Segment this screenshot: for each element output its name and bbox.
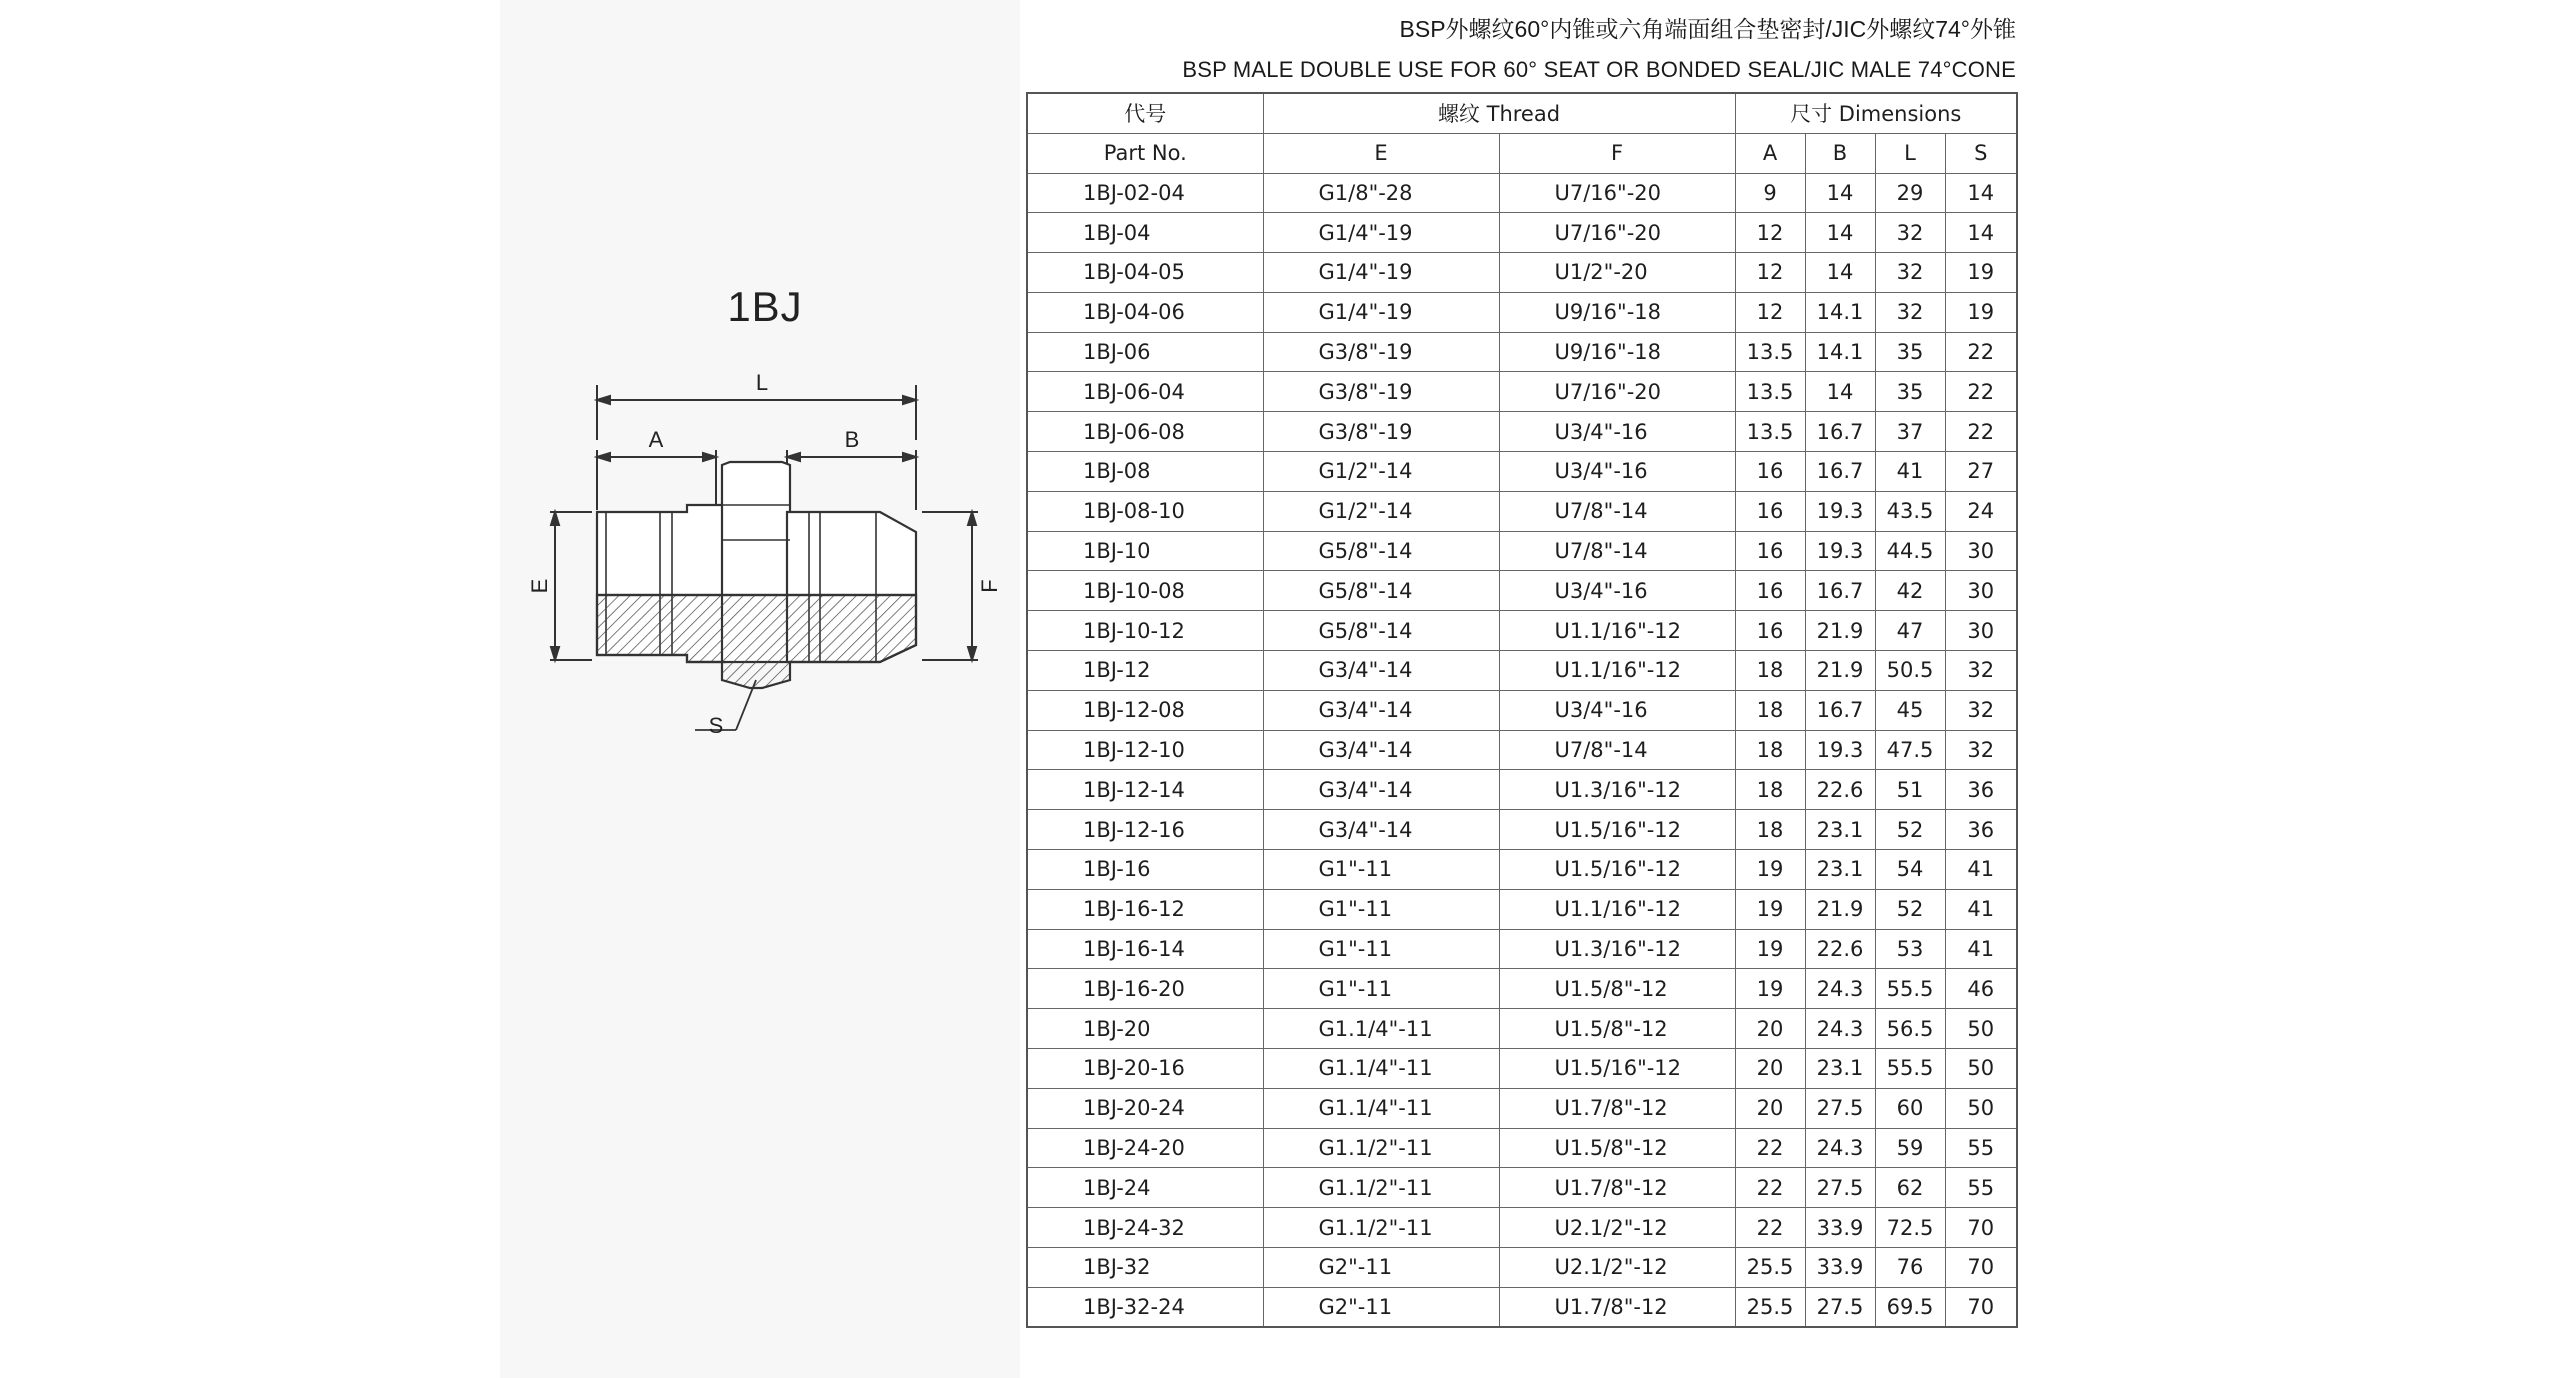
dim-a-cell: 20 [1735,1088,1805,1128]
thread-e-cell: G1.1/4"-11 [1263,1009,1499,1049]
dim-a-cell: 12 [1735,253,1805,293]
dim-a-cell: 16 [1735,491,1805,531]
dim-b-cell: 21.9 [1805,651,1875,691]
thread-f-cell: U1.7/8"-12 [1499,1088,1735,1128]
table-row [1027,969,2017,1009]
dim-a-cell: 18 [1735,690,1805,730]
fitting-model-label: 1BJ [727,283,803,330]
thread-e-cell: G1/4"-19 [1263,292,1499,332]
table-row [1027,1088,2017,1128]
specification-table [1026,92,2018,1328]
table-row [1027,850,2017,890]
table-row [1027,1049,2017,1089]
dim-b-cell: 16.7 [1805,690,1875,730]
thread-e-cell: G5/8"-14 [1263,571,1499,611]
dim-l-cell: 43.5 [1875,491,1945,531]
thread-e-cell: G2"-11 [1263,1287,1499,1327]
thread-f-cell: U2.1/2"-12 [1499,1208,1735,1248]
table-row [1027,253,2017,293]
thread-f-cell: U3/4"-16 [1499,690,1735,730]
table-row [1027,452,2017,492]
dim-s-cell: 55 [1945,1168,2017,1208]
part-no-cell: 1BJ-12 [1027,651,1263,691]
dim-s-cell: 70 [1945,1248,2017,1288]
part-no-cell: 1BJ-04-05 [1027,253,1263,293]
part-no-cell: 1BJ-10 [1027,531,1263,571]
dim-l-cell: 42 [1875,571,1945,611]
part-no-cell: 1BJ-20 [1027,1009,1263,1049]
part-no-cell: 1BJ-08-10 [1027,491,1263,531]
table-row [1027,1168,2017,1208]
header-part-no-en: Part No. [1027,133,1263,173]
part-no-cell: 1BJ-24-20 [1027,1128,1263,1168]
table-row [1027,1248,2017,1288]
dim-b-cell: 33.9 [1805,1208,1875,1248]
dim-s-cell: 22 [1945,372,2017,412]
thread-f-cell: U1.7/8"-12 [1499,1287,1735,1327]
dim-l-cell: 32 [1875,213,1945,253]
dim-s-cell: 55 [1945,1128,2017,1168]
thread-e-cell: G1.1/4"-11 [1263,1049,1499,1089]
table-title-english: BSP MALE DOUBLE USE FOR 60° SEAT OR BONDED SEAL/JIC MALE 74°CONE [1182,57,2016,82]
dim-a-cell: 16 [1735,571,1805,611]
table-row [1027,889,2017,929]
thread-e-cell: G1"-11 [1263,889,1499,929]
thread-e-cell: G1.1/4"-11 [1263,1088,1499,1128]
dim-s-cell: 27 [1945,452,2017,492]
dim-a-cell: 20 [1735,1009,1805,1049]
dim-l-cell: 51 [1875,770,1945,810]
thread-e-cell: G1.1/2"-11 [1263,1208,1499,1248]
dim-s-cell: 50 [1945,1088,2017,1128]
part-no-cell: 1BJ-12-14 [1027,770,1263,810]
dim-label-b: B [844,427,860,452]
dim-a-cell: 19 [1735,850,1805,890]
dim-l-cell: 52 [1875,889,1945,929]
dim-a-cell: 22 [1735,1208,1805,1248]
dim-l-cell: 47 [1875,611,1945,651]
table-row [1027,173,2017,213]
dim-s-cell: 50 [1945,1049,2017,1089]
thread-e-cell: G3/8"-19 [1263,332,1499,372]
dim-l-cell: 56.5 [1875,1009,1945,1049]
part-no-cell: 1BJ-16-14 [1027,929,1263,969]
part-no-cell: 1BJ-16-12 [1027,889,1263,929]
thread-f-cell: U1.5/16"-12 [1499,1049,1735,1089]
dim-s-cell: 70 [1945,1208,2017,1248]
dim-s-cell: 46 [1945,969,2017,1009]
dim-b-cell: 24.3 [1805,969,1875,1009]
thread-f-cell: U7/16"-20 [1499,213,1735,253]
part-no-cell: 1BJ-12-08 [1027,690,1263,730]
dim-a-cell: 19 [1735,929,1805,969]
part-no-cell: 1BJ-12-16 [1027,810,1263,850]
dim-s-cell: 19 [1945,292,2017,332]
dim-l-cell: 62 [1875,1168,1945,1208]
table-row [1027,690,2017,730]
dim-l-cell: 32 [1875,292,1945,332]
dim-l-cell: 35 [1875,332,1945,372]
dim-s-cell: 41 [1945,889,2017,929]
thread-f-cell: U1.5/8"-12 [1499,1009,1735,1049]
thread-f-cell: U7/16"-20 [1499,372,1735,412]
table-row [1027,1208,2017,1248]
dim-a-cell: 16 [1735,452,1805,492]
dim-label-f: F [977,579,1002,593]
dim-l-cell: 35 [1875,372,1945,412]
dim-label-e: E [527,578,552,594]
part-no-cell: 1BJ-10-12 [1027,611,1263,651]
dim-a-cell: 16 [1735,531,1805,571]
dim-s-cell: 14 [1945,173,2017,213]
dim-a-cell: 22 [1735,1128,1805,1168]
thread-f-cell: U1/2"-20 [1499,253,1735,293]
dim-b-cell: 27.5 [1805,1287,1875,1327]
dim-l-cell: 47.5 [1875,730,1945,770]
part-no-cell: 1BJ-06-04 [1027,372,1263,412]
dim-b-cell: 23.1 [1805,810,1875,850]
thread-f-cell: U1.1/16"-12 [1499,611,1735,651]
thread-f-cell: U1.5/16"-12 [1499,810,1735,850]
dim-b-cell: 16.7 [1805,412,1875,452]
dim-s-cell: 30 [1945,531,2017,571]
dim-b-cell: 19.3 [1805,491,1875,531]
specification-table-body [1027,173,2017,1327]
dim-label-a: A [648,427,664,452]
dim-a-cell: 13.5 [1735,372,1805,412]
header-l: L [1875,133,1945,173]
thread-e-cell: G3/4"-14 [1263,651,1499,691]
part-no-cell: 1BJ-24 [1027,1168,1263,1208]
thread-f-cell: U1.5/16"-12 [1499,850,1735,890]
dim-l-cell: 53 [1875,929,1945,969]
dim-s-cell: 19 [1945,253,2017,293]
thread-e-cell: G1/2"-14 [1263,452,1499,492]
dim-s-cell: 32 [1945,730,2017,770]
part-no-cell: 1BJ-12-10 [1027,730,1263,770]
thread-f-cell: U3/4"-16 [1499,571,1735,611]
table-row [1027,1128,2017,1168]
dim-l-cell: 44.5 [1875,531,1945,571]
dim-label-s: S [708,713,724,738]
dim-a-cell: 18 [1735,651,1805,691]
part-no-cell: 1BJ-06-08 [1027,412,1263,452]
thread-e-cell: G1"-11 [1263,850,1499,890]
dim-l-cell: 59 [1875,1128,1945,1168]
dim-a-cell: 16 [1735,611,1805,651]
dim-a-cell: 18 [1735,810,1805,850]
dim-b-cell: 19.3 [1805,730,1875,770]
header-s: S [1945,133,2017,173]
dim-l-cell: 45 [1875,690,1945,730]
thread-e-cell: G1/2"-14 [1263,491,1499,531]
part-no-cell: 1BJ-16-20 [1027,969,1263,1009]
thread-f-cell: U9/16"-18 [1499,332,1735,372]
table-row [1027,770,2017,810]
dim-a-cell: 22 [1735,1168,1805,1208]
table-row [1027,571,2017,611]
thread-e-cell: G1"-11 [1263,929,1499,969]
table-row [1027,412,2017,452]
thread-f-cell: U1.1/16"-12 [1499,889,1735,929]
dim-b-cell: 19.3 [1805,531,1875,571]
part-no-cell: 1BJ-32-24 [1027,1287,1263,1327]
thread-f-cell: U7/8"-14 [1499,531,1735,571]
part-no-cell: 1BJ-10-08 [1027,571,1263,611]
dim-b-cell: 33.9 [1805,1248,1875,1288]
dim-b-cell: 16.7 [1805,571,1875,611]
part-no-cell: 1BJ-04-06 [1027,292,1263,332]
dim-b-cell: 14 [1805,173,1875,213]
thread-f-cell: U1.7/8"-12 [1499,1168,1735,1208]
thread-e-cell: G1.1/2"-11 [1263,1128,1499,1168]
dim-a-cell: 18 [1735,770,1805,810]
dim-a-cell: 20 [1735,1049,1805,1089]
dim-b-cell: 14 [1805,253,1875,293]
thread-f-cell: U1.1/16"-12 [1499,651,1735,691]
dim-l-cell: 76 [1875,1248,1945,1288]
dim-s-cell: 70 [1945,1287,2017,1327]
header-f: F [1499,133,1735,173]
thread-f-cell: U1.5/8"-12 [1499,1128,1735,1168]
table-row [1027,929,2017,969]
dim-a-cell: 25.5 [1735,1248,1805,1288]
dim-b-cell: 21.9 [1805,611,1875,651]
header-part-no-cn: 代号 [1027,93,1263,133]
thread-e-cell: G3/4"-14 [1263,690,1499,730]
dim-l-cell: 50.5 [1875,651,1945,691]
thread-f-cell: U1.3/16"-12 [1499,929,1735,969]
thread-e-cell: G3/8"-19 [1263,372,1499,412]
thread-e-cell: G5/8"-14 [1263,531,1499,571]
thread-e-cell: G3/4"-14 [1263,770,1499,810]
dim-b-cell: 23.1 [1805,1049,1875,1089]
dim-s-cell: 22 [1945,412,2017,452]
dim-l-cell: 72.5 [1875,1208,1945,1248]
part-no-cell: 1BJ-32 [1027,1248,1263,1288]
dim-s-cell: 32 [1945,690,2017,730]
part-no-cell: 1BJ-04 [1027,213,1263,253]
dim-b-cell: 21.9 [1805,889,1875,929]
table-row [1027,810,2017,850]
dim-l-cell: 29 [1875,173,1945,213]
thread-e-cell: G1/8"-28 [1263,173,1499,213]
part-no-cell: 1BJ-20-24 [1027,1088,1263,1128]
thread-e-cell: G1.1/2"-11 [1263,1168,1499,1208]
table-row [1027,1287,2017,1327]
thread-e-cell: G2"-11 [1263,1248,1499,1288]
dim-b-cell: 24.3 [1805,1128,1875,1168]
thread-e-cell: G1/4"-19 [1263,213,1499,253]
thread-e-cell: G1/4"-19 [1263,253,1499,293]
dim-b-cell: 14.1 [1805,332,1875,372]
table-row [1027,292,2017,332]
thread-f-cell: U9/16"-18 [1499,292,1735,332]
table-row [1027,611,2017,651]
thread-f-cell: U3/4"-16 [1499,412,1735,452]
dim-l-cell: 60 [1875,1088,1945,1128]
dim-l-cell: 55.5 [1875,969,1945,1009]
dim-a-cell: 12 [1735,292,1805,332]
dim-l-cell: 41 [1875,452,1945,492]
thread-e-cell: G3/4"-14 [1263,730,1499,770]
dim-s-cell: 30 [1945,571,2017,611]
thread-f-cell: U1.5/8"-12 [1499,969,1735,1009]
dim-s-cell: 50 [1945,1009,2017,1049]
table-row [1027,213,2017,253]
dim-a-cell: 18 [1735,730,1805,770]
dim-b-cell: 27.5 [1805,1168,1875,1208]
dim-b-cell: 14 [1805,372,1875,412]
dim-b-cell: 14.1 [1805,292,1875,332]
thread-f-cell: U3/4"-16 [1499,452,1735,492]
header-dimensions: 尺寸 Dimensions [1735,93,2017,133]
dim-a-cell: 19 [1735,969,1805,1009]
dim-b-cell: 16.7 [1805,452,1875,492]
dim-b-cell: 14 [1805,213,1875,253]
dim-a-cell: 12 [1735,213,1805,253]
dim-a-cell: 9 [1735,173,1805,213]
dim-b-cell: 22.6 [1805,929,1875,969]
header-a: A [1735,133,1805,173]
part-no-cell: 1BJ-24-32 [1027,1208,1263,1248]
dim-label-l: L [755,370,769,395]
dim-b-cell: 24.3 [1805,1009,1875,1049]
table-row [1027,332,2017,372]
thread-f-cell: U7/8"-14 [1499,491,1735,531]
table-row [1027,1009,2017,1049]
dim-a-cell: 25.5 [1735,1287,1805,1327]
dim-s-cell: 36 [1945,810,2017,850]
table-row [1027,372,2017,412]
thread-e-cell: G5/8"-14 [1263,611,1499,651]
header-b: B [1805,133,1875,173]
dim-s-cell: 22 [1945,332,2017,372]
thread-f-cell: U1.3/16"-12 [1499,770,1735,810]
dim-l-cell: 54 [1875,850,1945,890]
header-thread: 螺纹 Thread [1263,93,1735,133]
dim-a-cell: 19 [1735,889,1805,929]
dim-s-cell: 14 [1945,213,2017,253]
header-e: E [1263,133,1499,173]
part-no-cell: 1BJ-06 [1027,332,1263,372]
dim-b-cell: 22.6 [1805,770,1875,810]
dim-s-cell: 32 [1945,651,2017,691]
part-no-cell: 1BJ-20-16 [1027,1049,1263,1089]
dim-b-cell: 27.5 [1805,1088,1875,1128]
thread-e-cell: G3/8"-19 [1263,412,1499,452]
dim-s-cell: 36 [1945,770,2017,810]
thread-f-cell: U7/8"-14 [1499,730,1735,770]
thread-f-cell: U2.1/2"-12 [1499,1248,1735,1288]
dim-l-cell: 69.5 [1875,1287,1945,1327]
fitting-drawing [500,250,1020,790]
part-no-cell: 1BJ-02-04 [1027,173,1263,213]
table-row [1027,491,2017,531]
dim-s-cell: 41 [1945,929,2017,969]
part-no-cell: 1BJ-08 [1027,452,1263,492]
dim-s-cell: 24 [1945,491,2017,531]
table-row [1027,730,2017,770]
dim-l-cell: 52 [1875,810,1945,850]
table-title-chinese: BSP外螺纹60°内锥或六角端面组合垫密封/JIC外螺纹74°外锥 [1399,16,2016,42]
table-row [1027,531,2017,571]
table-row [1027,651,2017,691]
dim-l-cell: 55.5 [1875,1049,1945,1089]
dim-b-cell: 23.1 [1805,850,1875,890]
part-no-cell: 1BJ-16 [1027,850,1263,890]
dim-s-cell: 30 [1945,611,2017,651]
dim-a-cell: 13.5 [1735,332,1805,372]
table-titles [1026,8,2016,90]
dim-s-cell: 41 [1945,850,2017,890]
thread-e-cell: G3/4"-14 [1263,810,1499,850]
dim-a-cell: 13.5 [1735,412,1805,452]
dim-l-cell: 32 [1875,253,1945,293]
thread-f-cell: U7/16"-20 [1499,173,1735,213]
thread-e-cell: G1"-11 [1263,969,1499,1009]
dim-l-cell: 37 [1875,412,1945,452]
